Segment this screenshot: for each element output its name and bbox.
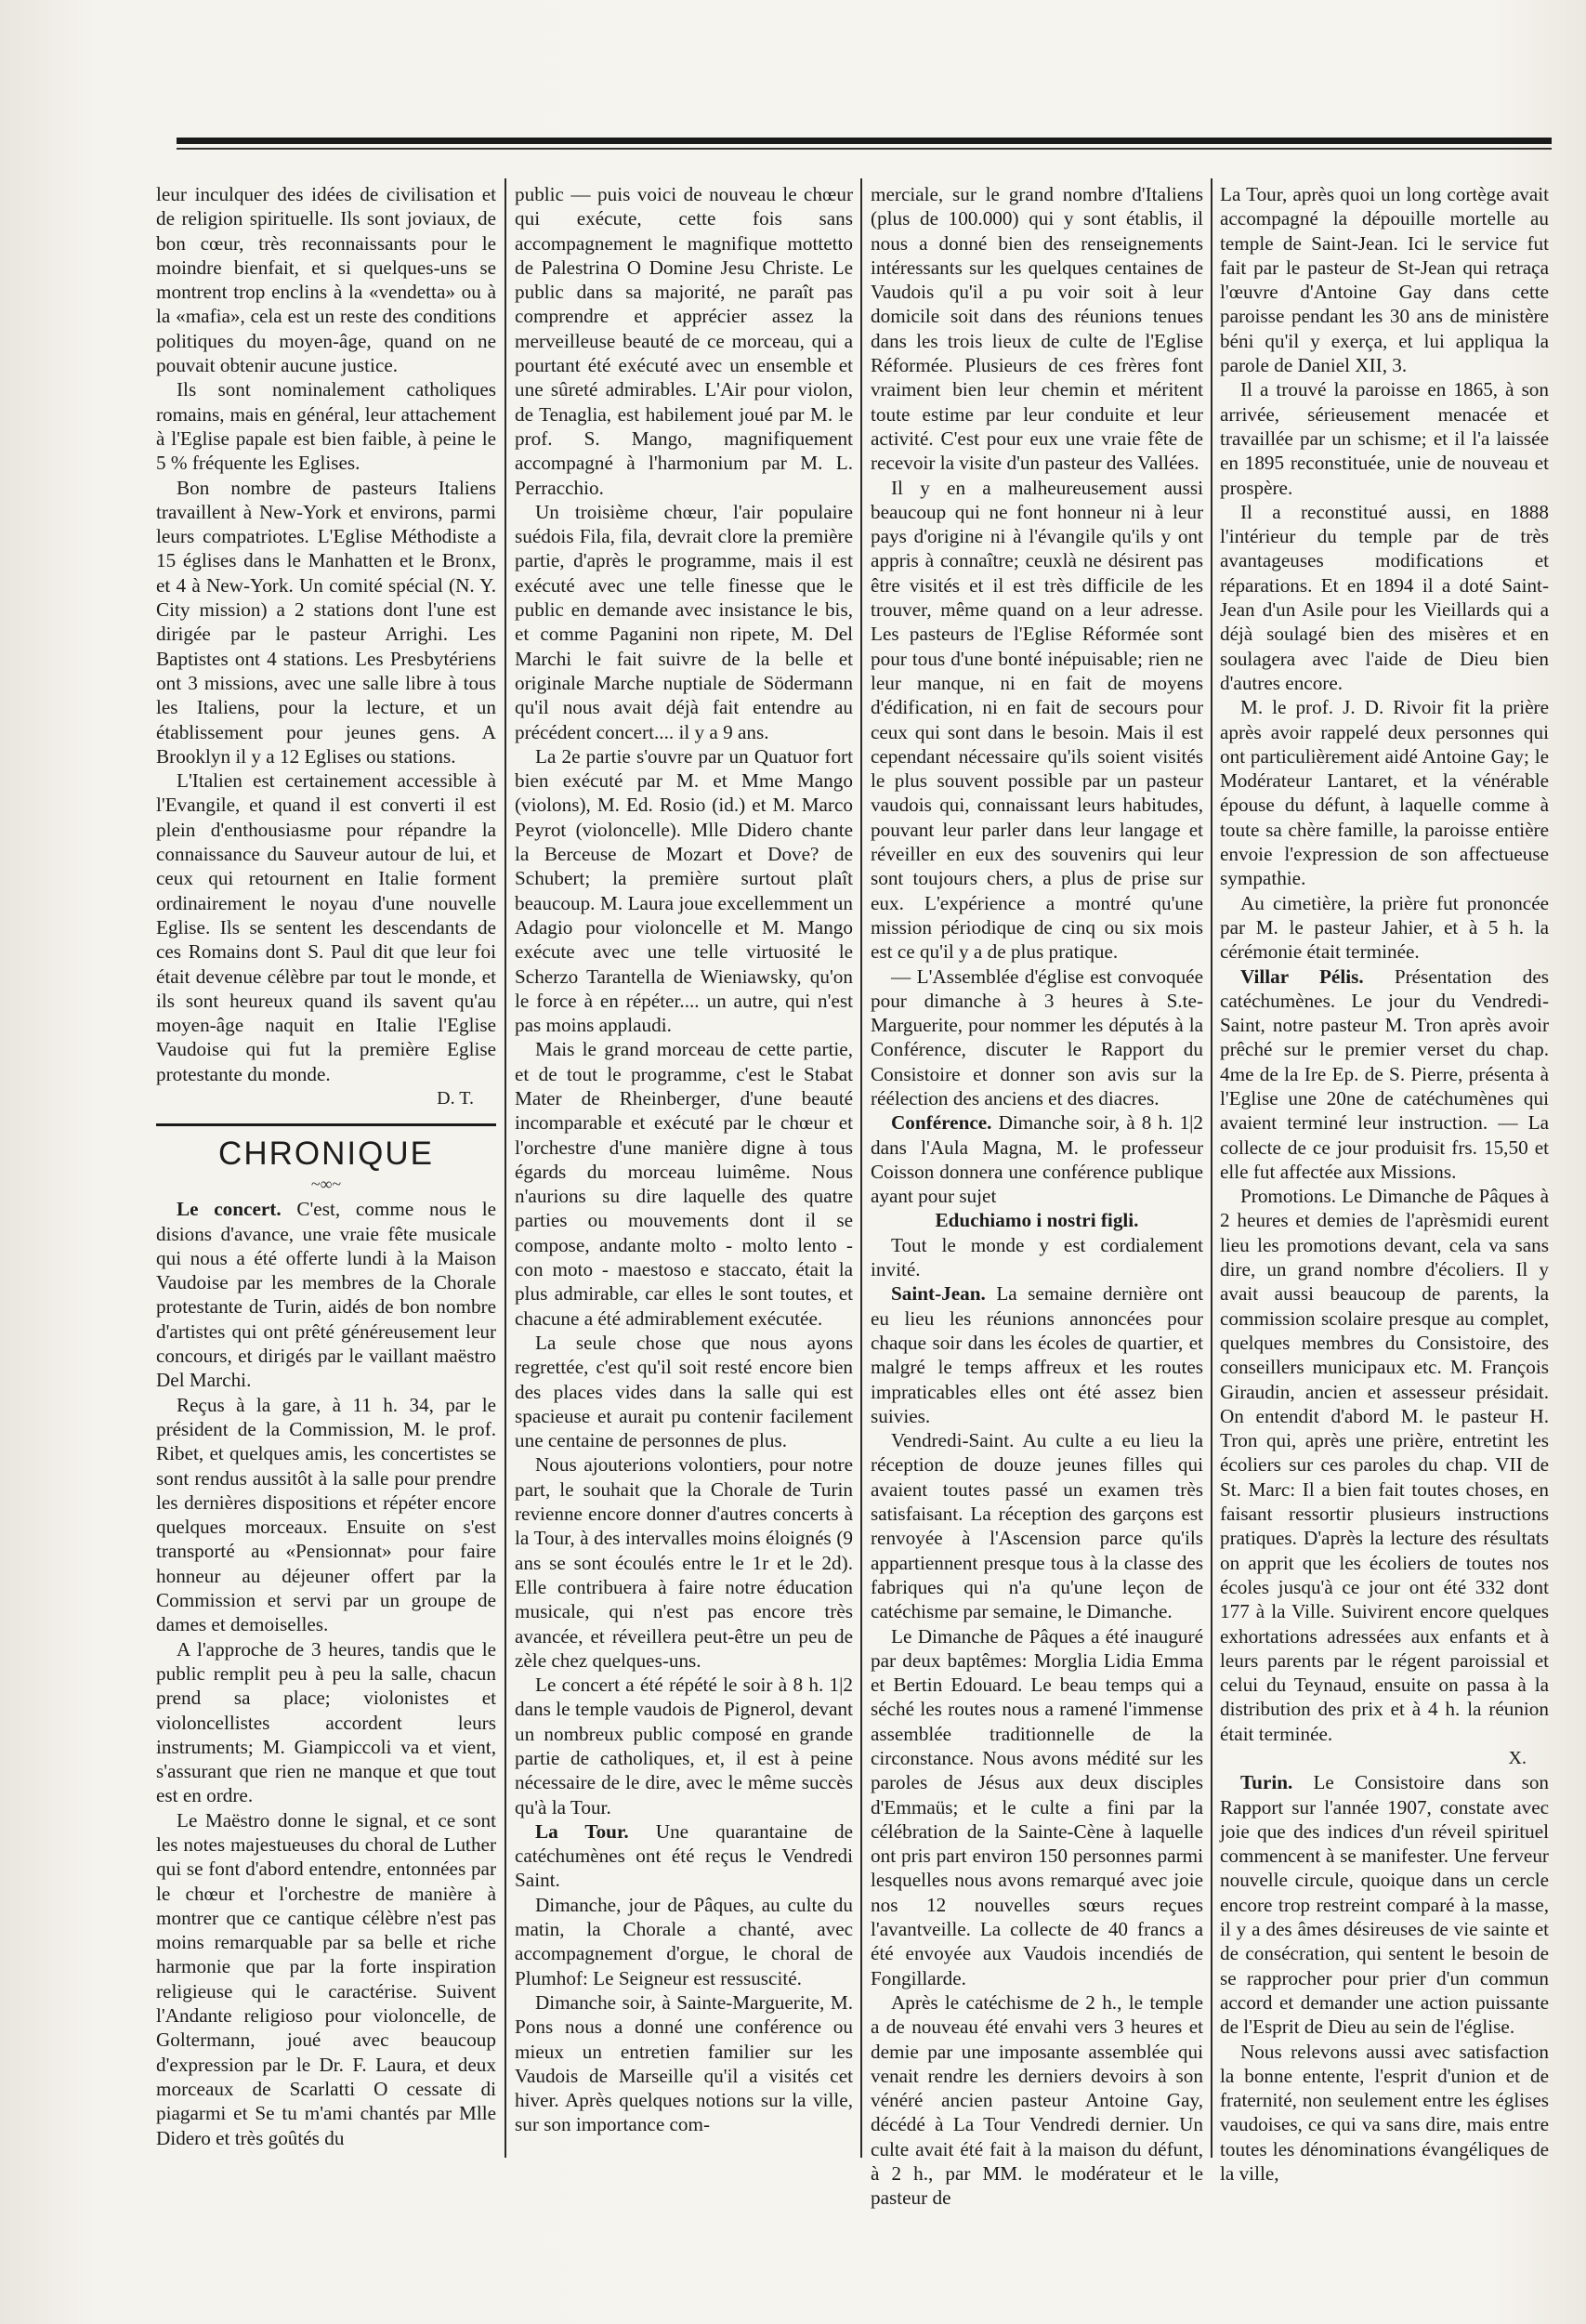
article-paragraph <box>156 768 496 1086</box>
paragraph-text: La seule chose que nous ayons regrettée, c'est qu'il soit resté encore bien des places vides dans la salle qui est spacieuse et aurait pu contenir facilement une centaine de personnes de plus. <box>515 1331 853 1452</box>
article-paragraph <box>1220 1184 1549 1746</box>
paragraph-text: Tout le monde y est cordialement invité. <box>871 1233 1203 1281</box>
article-paragraph <box>156 1808 496 2150</box>
paragraph-text: L'Italien est certainement accessible à l'Evangile, et quand il est converti il est plein d'enthousiasme pour répandre la connaissance du Sauveur autour de lui, et ceux qui retournent en Italie forment ordinairement le noyau d'une nouvelle Eglise. Ils se sentent les descendants de ces Romains dont S. Paul dit que leur foi était devenue célèbre par tout le monde, et ils sont heureux quand ils savent qu'au moyen-âge naquit en Italie l'Eglise Vaudoise qui fut la première Eglise protestante du monde. <box>156 769 496 1085</box>
paragraph-text: Il y en a malheureusement aussi beaucoup qui ne font honneur ni à leur pays d'origine ni à l'évangile qu'ils y ont appris à connaître; ceuxlà ne désirent pas être visités et il est très difficile de les trouver, même quand on a leur adresse. Les pasteurs de l'Eglise Réformée sont pour tous d'une bonté inépuisable; rien ne leur manque, ni en fait de moyens d'édification, ni en fait de secours pour ceux qui sont dans le besoin. Mais il est cependant nécessaire qu'ils soient visités le plus souvent possible par un pasteur vaudois qui, connaissant leurs habitudes, pouvant leur parler dans leur langage et réveiller en eux des souvenirs qui leur sont toujours chers, a plus de prise sur eux. L'expérience a montré qu'une mission périodique de cinq ou six mois est ce qu'il y a de plus pratique. <box>871 476 1203 964</box>
article-paragraph <box>871 1990 1203 2211</box>
column-divider <box>505 178 506 2158</box>
paragraph-text: Au cimetière, la prière fut prononcée par M. le pasteur Jahier, et à 5 h. la cérémonie était terminée. <box>1220 891 1549 964</box>
paragraph-text: leur inculquer des idées de civilisation et de religion spirituelle. Ils sont joviaux, de bon cœur, très reconnaissants pour le moindre bienfait, et si quelques-uns se montrent trop enclins à la «vendetta» ou à la «mafia», cela est un reste des conditions politiques du moyen-âge, quand on ne pouvait obtenir aucune justice. <box>156 183 496 377</box>
paragraph-text: Reçus à la gare, à 11 h. 34, par le président de la Commission, M. le prof. Ribet, et quelques amis, les concertistes se sont rendus aussitôt à la salle pour prendre les dernières dispositions et répéter encore quelques morceaux. Ensuite on s'est transporté au «Pensionnat» pour faire honneur au déjeuner offert par la Commission et servi par un groupe de dames et demoiselles. <box>156 1393 496 1636</box>
paragraph-text: Vendredi-Saint. Au culte a eu lieu la réception de douze jeunes filles qui avaient toutes passé un examen très satisfaisant. La réception des garçons est renvoyée à l'Ascension parce qu'ils appartiennent presque tous à la classe des fabriques qui n'a qu'une leçon de catéchisme par semaine, le Dimanche. <box>871 1429 1203 1623</box>
article-paragraph <box>515 500 853 744</box>
paragraph-text: La 2e partie s'ouvre par un Quatuor fort bien exécuté par M. et Mme Mango (violons), M. Ed. Rosio (id.) et M. Marco Peyrot (violoncelle). Mlle Didero chante la Berceuse de Mozart et Dove? de Schubert; la première surtout plaît beaucoup. M. Laura joue excellemment un Adagio pour violoncelle et M. Mango exécute avec une telle virtuosité le Scherzo Tarantella de Wieniawsky, qu'on le force à en répéter.... un autre, qui n'est pas moins applaudi. <box>515 744 853 1037</box>
column-divider <box>860 178 862 2158</box>
column-divider <box>1211 178 1212 2158</box>
article-paragraph <box>871 1428 1203 1623</box>
article-paragraph <box>515 182 853 500</box>
paragraph-text: merciale, sur le grand nombre d'Italiens (plus de 100.000) qui y sont établis, il nous a donné bien des renseignements intéressants sur les quelques centaines de Vaudois qu'il a pu voir soit à leur domicile soit dans des réunions tenues dans les trois lieux de culte de l'Eglise Réformée. Plusieurs de ces frères font vraiment bien leur chemin et méritent toute estime par leur conduite et leur activité. C'est pour eux une vraie fête de recevoir la visite d'un pasteur des Vallées. <box>871 183 1203 475</box>
header-rule <box>177 138 1552 144</box>
paragraph-heading: Turin. <box>1240 1771 1293 1794</box>
paragraph-heading: Le concert. <box>177 1198 282 1221</box>
paragraph-text: Le concert a été répété le soir à 8 h. 1|2 dans le temple vaudois de Pignerol, devant un nombreux public composé en grande partie de catholiques, et, il est à peine nécessaire de le dire, avec le même succès qu'à la Tour. <box>515 1674 853 1818</box>
paragraph-text: Dimanche, jour de Pâques, au culte du matin, la Chorale a chanté, avec accompagnement d'orgue, le choral de Plumhof: Le Seigneur est ressuscité. <box>515 1893 853 1989</box>
paragraph-text: Le Maëstro donne le signal, et ce sont les notes majestueuses du choral de Luther qui se font d'abord entendre, entonnées par le chœur et l'orchestre de manière à montrer que ce cantique célèbre n'est pas moins remarquable par sa belle et riche harmonie que par la forte inspiration religieuse qui le caractérise. Suivent l'Andante religioso pour violoncelle, de Goltermann, joué avec beaucoup d'expression par le Dr. F. Laura, et deux morceaux de Scarlatti O cessate di piagarmi et Se tu m'ami chantés par Mlle Didero et très goûtés du <box>156 1808 496 2149</box>
paragraph-heading: La Tour. <box>535 1819 629 1843</box>
text-column-3 <box>871 182 1203 2211</box>
article-paragraph <box>1220 500 1549 695</box>
article-paragraph <box>1220 377 1549 499</box>
paragraph-text: Dimanche soir, à 8 h. 1|2 dans l'Aula Magna, M. le professeur Coisson donnera une conférence publique ayant pour sujet <box>871 1111 1203 1208</box>
centered-subtitle: Educhiamo i nostri figli. <box>935 1209 1139 1232</box>
paragraph-text: public — puis voici de nouveau le chœur qui exécute, cette fois sans accompagnement le magnifique mottetto de Palestrina O Domine Jesu Christe. Le public dans sa majorité, ne paraît pas comprendre et apprécier assez la merveilleuse beauté de ce morceau, qui a pourtant été exécuté avec un ensemble et une sûreté admirables. L'Air pour violon, de Tenaglia, est habilement joué par M. le prof. S. Mango, magnifiquement accompagné à l'harmonium par M. L. Perracchio. <box>515 183 853 499</box>
paragraph-text: Mais le grand morceau de cette partie, et de tout le programme, c'est le Stabat Mater de Rheinberger, d'une beauté incomparable et exécuté par le chœur et l'orchestre d'une manière digne à tous égards du morceau luimême. Nous n'aurions su dire laquelle des quatre parties ou mouvements dont il se compose, andante molto - molto lento - con moto - maestoso e staccato, était la plus admirable, car elles le sont toutes, et chacune a été admirablement exécutée. <box>515 1038 853 1330</box>
paragraph-text: Après le catéchisme de 2 h., le temple a de nouveau été envahi vers 3 heures et demie par une imposante assemblée qui venait rendre les derniers devoirs à son vénéré ancien pasteur Antoine Gay, décédé à La Tour Vendredi dernier. Un culte avait été fait à la maison du défunt, à 2 h., par MM. le modérateur et le pasteur de <box>871 1990 1203 2210</box>
paragraph-text: — L'Assemblée d'église est convoquée pour dimanche à 3 heures à S.te-Marguerite, pour nommer les députés à la Conférence, discuter le Rapport du Consistoire et donner son avis sur la réélection des anciens et des diacres. <box>871 965 1203 1109</box>
article-paragraph <box>871 1624 1203 1990</box>
article-paragraph <box>515 1452 853 1673</box>
article-paragraph <box>156 182 496 377</box>
text-column-4 <box>1220 182 1549 2186</box>
paragraph-text: A l'approche de 3 heures, tandis que le public remplit peu à peu la salle, chacun prend sa place; violonistes et violoncellistes accordent leurs instruments; M. Giampiccoli va et vient, s'assurant que rien ne manque et que tout est en ordre. <box>156 1637 496 1807</box>
article-paragraph <box>156 1393 496 1637</box>
article-paragraph <box>156 377 496 475</box>
article-paragraph <box>871 476 1203 965</box>
article-paragraph <box>515 1673 853 1819</box>
article-paragraph <box>156 476 496 769</box>
text-column-1 <box>156 182 496 2150</box>
article-paragraph <box>515 1990 853 2137</box>
article-signature: D. T. <box>437 1087 474 1109</box>
paragraph-text: Nous relevons aussi avec satisfaction la bonne entente, l'esprit d'union et de fraternité, non seulement entre les églises vaudoises, ce qui va sans dire, mais entre toutes les dénominations évangéliques de la ville, <box>1220 2040 1549 2186</box>
article-paragraph <box>871 1281 1203 1428</box>
article-paragraph <box>871 965 1203 1111</box>
article-paragraph <box>515 1037 853 1331</box>
paragraph-text: Une quarantaine de catéchumènes ont été reçus le Vendredi Saint. <box>515 1819 853 1892</box>
paragraph-text: Nous ajouterions volontiers, pour notre part, le souhait que la Chorale de Turin revienne encore donner d'autres concerts à la Tour, à des intervalles moins éloignés (9 ans se sont écoulés entre le 1r et le 2d). Elle contribuera à faire notre éducation musicale, qui n'est pas encore très avancée, et réveillera peut-être un peu de zèle chez quelques-uns. <box>515 1453 853 1672</box>
paragraph-text: M. le prof. J. D. Rivoir fit la prière après avoir rappelé deux personnes qui ont particulièrement aidé Antoine Gay; le Modérateur Lantaret, et la vénérable épouse du défunt, à laquelle comme à toute sa chère famille, la paroisse entière envoie l'expression de son affectueuse sympathie. <box>1220 696 1549 890</box>
paragraph-text: Le Dimanche de Pâques a été inauguré par deux baptêmes: Morglia Lidia Emma et Bertin Edouard. Le beau temps qui a séché les routes nous a ramené l'immense assemblée traditionnelle de la circonstance. Nous avons médité sur les paroles de Jésus aux deux disciples d'Emmaüs; et le culte a fini par la célébration de la Sainte-Cène à laquelle ont pris part environ 150 personnes parmi lesquelles nous avons remarqué avec joie nos 12 nouvelles sœurs reçues l'avantveille. La collecte de 40 francs a été envoyée aux Vaudois incendiés de Fongillarde. <box>871 1624 1203 1989</box>
ornament-flourish: ~∞~ <box>310 1175 342 1194</box>
paragraph-heading: Conférence. <box>891 1111 992 1135</box>
paragraph-text: Bon nombre de pasteurs Italiens travaillent à New-York et environs, parmi leurs compatriotes. L'Eglise Méthodiste a 15 églises dans le Manhatten et le Bronx, et 4 à New-York. Un comité spécial (N. Y. City mission) a 2 stations dont l'une est dirigée par le pasteur Arrighi. Les Baptistes ont 4 stations. Les Presbytériens ont 3 missions, avec une salle libre à tous les Italiens, pour la lecture, et un établissement pour jeunes gens. A Brooklyn il y a 12 Eglises ou stations. <box>156 476 496 768</box>
paragraph-text: Un troisième chœur, l'air populaire suédois Fila, fila, devrait clore la première partie, d'après le programme, mais il est exécuté avec une telle finesse que le public en demande avec insistance le bis, et comme Paganini non ripete, M. Del Marchi le fait suivre de la belle et originale Marche nuptiale de Södermann qu'il nous avait déjà fait entendre au précédent concert.... il y a 9 ans. <box>515 500 853 743</box>
paragraph-text: Dimanche soir, à Sainte-Marguerite, M. Pons nous a donné une conférence ou mieux un entretien familier sur les Vaudois de Marseille qu'il a visités cet hiver. Après quelques notions sur la ville, sur son importance com- <box>515 1990 853 2136</box>
article-paragraph <box>515 1331 853 1452</box>
article-paragraph <box>1220 2040 1549 2186</box>
paragraph-text: La semaine dernière ont eu lieu les réunions annoncées pour chaque soir dans les écoles de quartier, et malgré le temps affreux et les routes impraticables elles ont été assez bien suivies. <box>871 1282 1203 1427</box>
article-paragraph <box>871 1233 1203 1282</box>
article-paragraph <box>1220 182 1549 377</box>
paragraph-text: C'est, comme nous le disions d'avance, une vraie fête musicale qui nous a été offerte lundi à la Maison Vaudoise par les membres de la Chorale protestante de Turin, aidés de bon nombre d'artistes qui ont prêté généreusement leur concours, et dirigés par le vaillant maëstro Del Marchi. <box>156 1198 497 1392</box>
paragraph-text: Il a trouvé la paroisse en 1865, à son arrivée, sérieusement menacée et travaillée par un schisme; et il l'a laissée en 1895 reconstituée, unie de nouveau et prospère. <box>1220 378 1549 499</box>
article-paragraph <box>515 1893 853 1990</box>
article-paragraph <box>1220 695 1549 890</box>
article-paragraph <box>156 1197 496 1392</box>
paragraph-text: Promotions. Le Dimanche de Pâques à 2 heures et demies de l'aprèsmidi eurent lieu les promotions devant, cela va sans dire, un grand nombre d'écoliers. Il y avait aussi beaucoup de parents, la commission scolaire presque au complet, quelques membres du Consistoire, des conseillers municipaux etc. M. François Giraudin, ancien et assesseur présidait. On entendit d'abord M. le pasteur H. Tron qui, après une prière, entretint les écoliers sur ces paroles du chap. VII de St. Marc: Il a bien fait toutes choses, en faisant ressortir plusieurs instructions pratiques. D'après la lecture des résultats on apprit que les écoliers de toutes nos écoles jusqu'à ce jour ont été 332 dont 177 à la Ville. Suivirent encore quelques exhortations adressées aux enfants et à leurs parents par le régent paroissial et celui du Teynaud, ensuite on passa à la distribution des prix et à 4 h. la réunion était terminée. <box>1220 1185 1549 1745</box>
paragraph-heading: Saint-Jean. <box>891 1282 986 1306</box>
paragraph-text: Ils sont nominalement catholiques romains, mais en général, leur attachement à l'Eglise papale est bien faible, à peine le 5 % fréquente les Eglises. <box>156 378 496 475</box>
article-paragraph <box>871 1110 1203 1208</box>
section-title: CHRONIQUE <box>218 1136 434 1173</box>
article-paragraph <box>1220 1770 1549 2039</box>
article-paragraph <box>1220 891 1549 965</box>
article-paragraph <box>515 1819 853 1893</box>
article-paragraph <box>156 1637 496 1808</box>
paragraph-text: Il a reconstitué aussi, en 1888 l'intérieur du temple par de très avantageuses modifications et réparations. Et en 1894 il a doté Saint-Jean d'un Asile pour les Vieillards qui a déjà soulagé bien des misères et en soulagera avec l'aide de Dieu bien d'autres encore. <box>1220 500 1549 694</box>
article-paragraph <box>515 744 853 1038</box>
article-signature: X. <box>1508 1748 1527 1768</box>
paragraph-heading: Villar Pélis. <box>1240 965 1364 988</box>
section-divider <box>156 1123 496 1126</box>
text-column-2 <box>515 182 853 2137</box>
header-rule-thin <box>177 148 1552 150</box>
paragraph-text: La Tour, après quoi un long cortège avait accompagné la dépouille mortelle au temple de Saint-Jean. Ici le service fut fait par le pasteur de St-Jean qui retraça l'œuvre d'Antoine Gay dans cette paroisse pendant les 30 ans de ministère béni qu'il y exerça, et lui appliqua la parole de Daniel XII, 3. <box>1220 183 1549 377</box>
article-paragraph <box>871 182 1203 476</box>
paragraph-text: Présentation des catéchumènes. Le jour du Vendredi-Saint, notre pasteur M. Tron après avoir prêché sur le premier verset du chap. 4me de la Ire Ep. de S. Pierre, présenta à l'Eglise une 20ne de catéchumènes qui avaient terminé leur instruction. — La collecte de ce jour produisit frs. 15,50 et elle fut affectée aux Missions. <box>1220 965 1549 1183</box>
article-paragraph <box>1220 965 1549 1185</box>
paragraph-text: Le Consistoire dans son Rapport sur l'année 1907, constate avec joie que des indices d'un réveil spirituel commencent à se manifester. Une ferveur nouvelle circule, quoique dans un cercle encore trop restreint comparé à la masse, il y a des âmes désireuses de vie sainte et de consécration, qui sentent le besoin de se rapprocher pour prier d'un commun accord et demander une action puissante de l'Esprit de Dieu au sein de l'église. <box>1220 1771 1550 2039</box>
